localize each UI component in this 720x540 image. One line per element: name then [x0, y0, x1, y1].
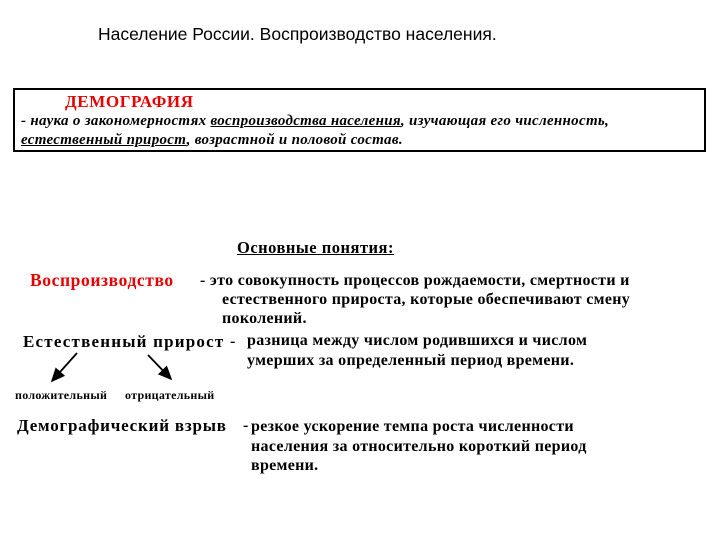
branch-arrows-diagram [35, 350, 185, 388]
slide-title: Население России. Воспроизводство населения. [98, 24, 497, 44]
dash-separator: - [230, 333, 236, 350]
demography-heading: ДЕМОГРАФИЯ [65, 92, 194, 111]
definition-natural-increase: разница между числом родившихся и числом умерших за определенный период времени. [247, 332, 588, 369]
branch-label-positive: положительный [15, 388, 108, 402]
term-demographic-explosion: Демографический взрыв [17, 416, 227, 435]
dash-separator: - [243, 417, 249, 434]
definition-demographic-explosion: резкое ускорение темпа роста численности населения за относительно короткий период времени. [251, 418, 587, 474]
demography-definition-line2 [21, 131, 698, 150]
definition-text: - наука о закономерностях [21, 113, 211, 129]
positive-branch-arrow [52, 353, 77, 381]
section-heading: Основные понятия: [237, 238, 394, 257]
definition-text: , изучающая его численность, [400, 113, 610, 129]
definition-underlined-term: естественный прирост [21, 132, 187, 148]
demography-definition-box [13, 88, 706, 152]
definition-reproduction: - это совокупность процессов рождаемости, смертности и естественного прироста, которые обеспечивают смену поколений. [200, 272, 631, 327]
definition-underlined-term: воспроизводства населения [210, 113, 401, 129]
term-natural-increase: Естественный прирост [23, 332, 225, 351]
term-reproduction: Воспроизводство [30, 270, 174, 290]
branch-label-negative: отрицательный [125, 388, 215, 402]
negative-branch-arrow [148, 355, 171, 379]
definition-text: , возрастной и половой состав. [186, 132, 403, 148]
demography-definition-line1 [21, 112, 698, 131]
